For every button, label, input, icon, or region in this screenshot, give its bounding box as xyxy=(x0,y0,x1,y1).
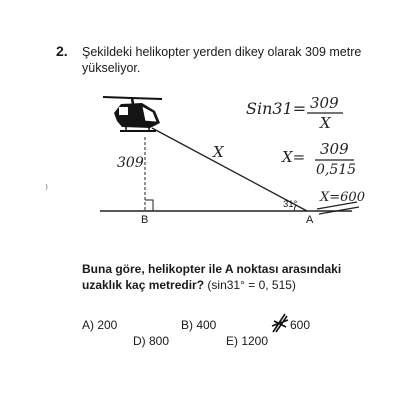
question-text-line-2: yükseliyor. xyxy=(82,61,141,75)
choice-c[interactable]: 600 xyxy=(290,318,311,332)
point-a-label: A xyxy=(306,214,314,226)
scribble-icon xyxy=(270,312,290,334)
height-label: 309 xyxy=(117,155,144,171)
prompt-question: uzaklık kaç metredir? xyxy=(82,278,205,292)
eq2-numerator: 309 xyxy=(320,140,349,158)
choice-d[interactable]: D) 800 xyxy=(133,334,170,348)
question-number: 2. xyxy=(56,43,68,59)
prompt-line-2 xyxy=(82,278,296,292)
choice-a[interactable]: A) 200 xyxy=(82,318,118,332)
angle-label: 31° xyxy=(283,199,298,210)
helicopter-icon xyxy=(103,97,162,131)
hypotenuse-label: X xyxy=(213,143,224,161)
stray-mark xyxy=(46,184,47,190)
choice-b[interactable]: B) 400 xyxy=(181,318,217,332)
eq2-left: X= xyxy=(282,148,306,166)
choice-c-scribble xyxy=(270,312,290,334)
eq1-numerator: 309 xyxy=(310,94,339,112)
choice-e[interactable]: E) 1200 xyxy=(226,334,269,348)
prompt-line-1: Buna göre, helikopter ile A noktası arasındaki xyxy=(82,262,342,276)
prompt-hint: (sin31° = 0, 515) xyxy=(207,278,296,292)
eq1-left: Sin31= xyxy=(246,99,307,118)
result-text: X=600 xyxy=(320,190,365,205)
point-b-label: B xyxy=(141,214,149,226)
eq1-denominator: X xyxy=(320,114,331,132)
question-text-line-1: Şekildeki helikopter yerden dikey olarak 309 metre xyxy=(82,45,362,59)
eq2-denominator: 0,515 xyxy=(316,162,357,178)
right-angle-mark xyxy=(145,200,153,211)
